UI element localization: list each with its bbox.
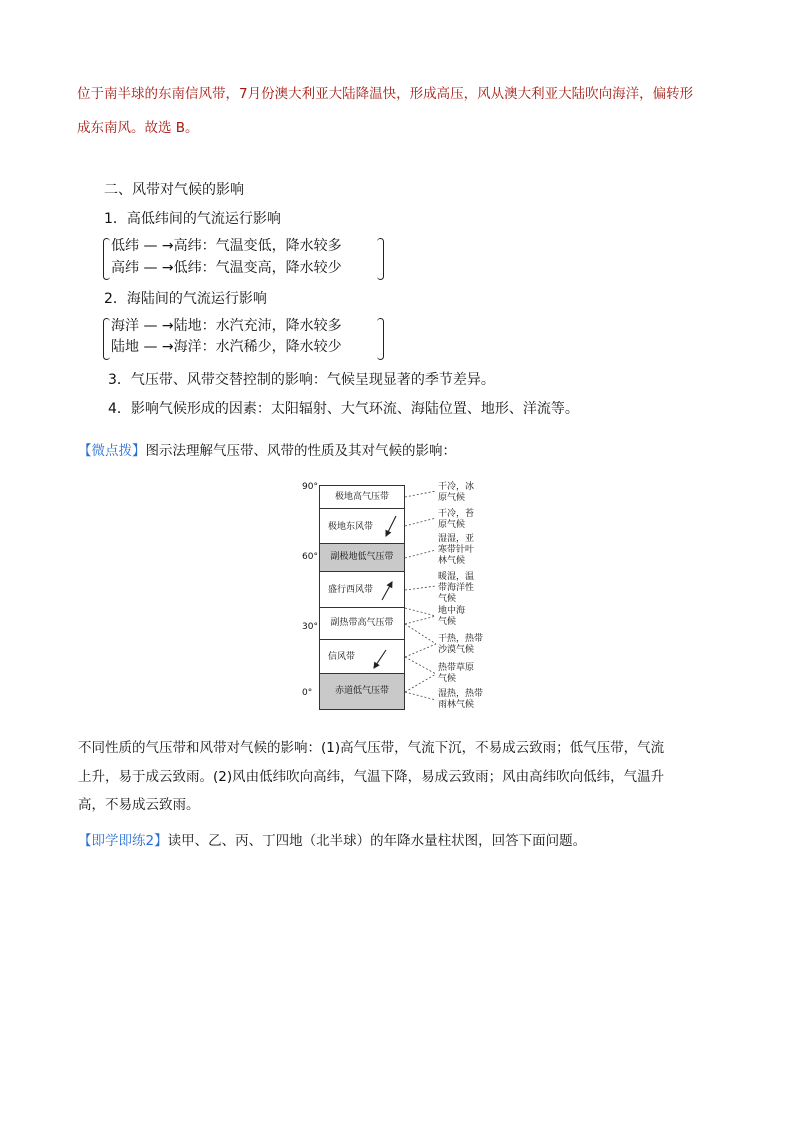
connector-polar-easterlies xyxy=(405,518,436,526)
climate-tundra xyxy=(438,509,474,531)
item-3: 3．气压带、风带交替控制的影响：气候呈现显著的季节差异。 xyxy=(108,372,495,388)
climate-savanna-l2: 气候 xyxy=(438,674,457,684)
climate-subarctic-l1: 湿湿，亚 xyxy=(438,534,475,544)
climate-tundra-l1: 干冷，苔 xyxy=(438,509,475,519)
item-1-heading: 1．高低纬间的气流运行影响 xyxy=(104,211,281,227)
connector-savanna xyxy=(405,657,436,674)
item-4: 4．影响气候形成的因素：太阳辐射、大气环流、海陆位置、地形、洋流等。 xyxy=(108,401,579,417)
practice-line xyxy=(78,829,586,849)
climate-rainforest-l2: 雨林气候 xyxy=(438,700,475,710)
climate-subarctic-l2: 寒带针叶 xyxy=(438,545,475,555)
arrow-polar-easterlies xyxy=(386,516,396,536)
latitude-0: 0° xyxy=(302,688,313,698)
practice-text: 读甲、乙、丙、丁四地（北半球）的年降水量柱状图，回答下面问题。 xyxy=(167,833,587,849)
explain-line-3: 高，不易成云致雨。 xyxy=(78,797,200,813)
climate-ice-cap-l1: 干冷，冰 xyxy=(438,482,475,492)
latitude-30: 30° xyxy=(302,622,318,632)
connector-savanna-b xyxy=(405,674,436,692)
left-brace-2 xyxy=(103,318,110,360)
practice-tag: 【即学即练2】 xyxy=(78,833,168,849)
band-equatorial-low: 赤道低气压带 xyxy=(319,674,405,710)
right-brace-2 xyxy=(377,318,384,360)
arrow-westerlies xyxy=(382,582,392,600)
left-brace-1 xyxy=(103,238,110,280)
climate-desert xyxy=(438,634,483,656)
item-2-row-2: 陆地 — →海洋：水汽稀少，降水较少 xyxy=(111,339,342,355)
section-title: 二、风带对气候的影响 xyxy=(104,182,244,198)
climate-mediterranean-l1: 地中海 xyxy=(438,606,466,616)
climate-marine-l1: 暖湿，温 xyxy=(438,572,475,582)
climate-savanna-l1: 热带草原 xyxy=(438,663,475,673)
item-1-row-2: 高纬 — →低纬：气温变高，降水较少 xyxy=(111,260,342,276)
pressure-wind-belt-diagram xyxy=(290,478,520,718)
climate-subarctic xyxy=(438,534,474,567)
climate-desert-l2: 沙漠气候 xyxy=(438,645,475,655)
band-subpolar-low: 副极地低气压带 xyxy=(319,544,405,572)
arrow-trade-winds xyxy=(374,650,386,668)
climate-marine-l2: 带海洋性 xyxy=(438,583,475,593)
climate-rainforest-l1: 湿热，热带 xyxy=(438,689,484,699)
band-polar-easterlies-label: 极地东风带 xyxy=(328,522,374,532)
connector-westerlies-marine xyxy=(405,586,436,590)
climate-tundra-l2: 原气候 xyxy=(438,520,466,530)
item-1-row-1: 低纬 — →高纬：气温变低，降水较多 xyxy=(111,238,342,254)
climate-subarctic-l3: 林气候 xyxy=(438,556,466,566)
right-brace-1 xyxy=(377,238,384,280)
band-westerlies-label: 盛行西风带 xyxy=(328,585,374,595)
tip-tag: 【微点拨】 xyxy=(78,443,146,459)
climate-rainforest xyxy=(438,689,483,711)
explain-line-2: 上升，易于成云致雨。(2)风由低纬吹向高纬，气温下降，易成云致雨；风由高纬吹向低纬，气温升 xyxy=(78,769,665,785)
connector-mediterranean xyxy=(405,608,436,616)
item-2-heading: 2．海陆间的气流运行影响 xyxy=(104,291,267,307)
tip-text: 图示法理解气压带、风带的性质及其对气候的影响： xyxy=(145,443,456,459)
connector-mediterranean-b xyxy=(405,616,436,624)
answer-line-1: 位于南半球的东南信风带，7月份澳大利亚大陆降温快，形成高压，风从澳大利亚大陆吹向海洋，偏转形 xyxy=(77,86,694,102)
climate-desert-l1: 干热，热带 xyxy=(438,634,484,644)
tip-line xyxy=(78,439,456,459)
connector-polar-high xyxy=(405,491,436,497)
climate-savanna xyxy=(438,663,474,685)
connector-subpolar-low xyxy=(405,550,436,558)
answer-line-2: 成东南风。故选 B。 xyxy=(77,120,199,136)
explain-line-1: 不同性质的气压带和风带对气候的影响：(1)高气压带，气流下沉，不易成云致雨；低气压带，气流 xyxy=(78,740,665,756)
connector-rainforest xyxy=(405,692,436,700)
connector-desert xyxy=(405,624,436,644)
band-subtropical-high: 副热带高气压带 xyxy=(319,608,405,640)
band-trade-winds-label: 信风带 xyxy=(328,652,356,662)
climate-mediterranean-l2: 气候 xyxy=(438,617,457,627)
diagram-connectors xyxy=(290,478,520,718)
climate-marine-l3: 气候 xyxy=(438,594,457,604)
climate-ice-cap xyxy=(438,482,474,504)
climate-ice-cap-l2: 原气候 xyxy=(438,493,466,503)
latitude-60: 60° xyxy=(302,552,318,562)
latitude-90: 90° xyxy=(302,482,318,492)
connector-desert-b xyxy=(405,644,436,657)
climate-mediterranean xyxy=(438,606,465,628)
band-polar-high: 极地高气压带 xyxy=(319,485,405,509)
climate-marine-west-coast xyxy=(438,572,474,605)
item-2-row-1: 海洋 — →陆地：水汽充沛，降水较多 xyxy=(111,318,342,334)
